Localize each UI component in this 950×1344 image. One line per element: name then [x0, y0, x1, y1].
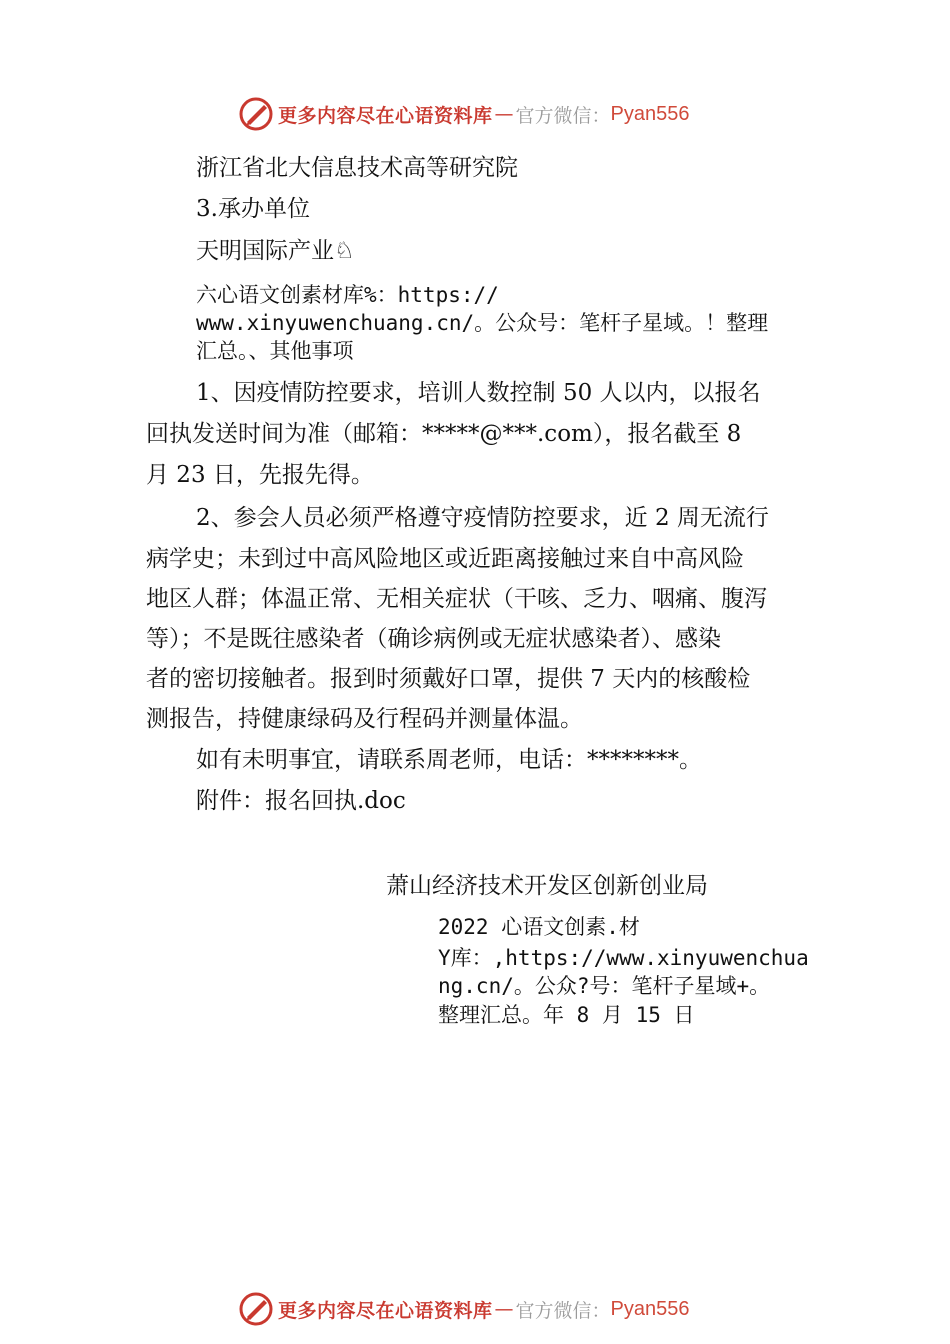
banner-wechat-id: Pyan556: [610, 102, 690, 125]
paragraph-2-line-6: 测报告，持健康绿码及行程码并测量体温。: [146, 706, 583, 732]
watermark-line-1: 六心语文创素材库%：https://: [196, 283, 499, 307]
banner-official-label: 官方微信：: [515, 104, 611, 127]
paragraph-1-line-1: 1、因疫情防控要求，培训人数控制 50 人以内，以报名: [196, 380, 761, 406]
paragraph-2-line-5: 者的密切接触者。报到时须戴好口罩，提供 7 天内的核酸检: [146, 666, 751, 692]
paragraph-2-line-4: 等）；不是既往感染者（确诊病例或无症状感染者）、感染: [146, 626, 721, 652]
watermark-line-3: 汇总。、其他事项: [196, 339, 354, 363]
brand-logo-icon: [238, 96, 274, 132]
paragraph-1-line-2: 回执发送时间为准（邮箱：*****@***.com），报名截至 8: [146, 421, 742, 447]
date-line-4: 整理汇总。年 8 月 15 日: [438, 1003, 695, 1027]
paragraph-2-line-2: 病学史；未到过中高风险地区或近距离接触过来自中高风险: [146, 546, 744, 572]
signer-name: 萧山经济技术开发区创新创业局: [386, 873, 708, 899]
paragraph-2-line-3: 地区人群；体温正常、无相关症状（干咳、乏力、咽痛、腹泻: [146, 586, 767, 612]
section-heading-undertaker: 3.承办单位: [196, 196, 310, 222]
banner-brand-text: 更多内容尽在心语资料库: [278, 104, 493, 127]
banner-brand-text: 更多内容尽在心语资料库: [278, 1299, 493, 1322]
banner-separator: —: [494, 1298, 514, 1320]
footer-banner: [238, 1289, 758, 1329]
date-line-2: Y库：,https://www.xinyuwenchua: [438, 946, 809, 970]
attachment-line: 附件：报名回执.doc: [196, 788, 406, 814]
date-line-1: 2022 心语文创素.材: [438, 915, 640, 939]
header-banner: [238, 94, 758, 134]
banner-wechat-id: Pyan556: [610, 1297, 690, 1320]
banner-separator: —: [494, 103, 514, 125]
date-line-3: ng.cn/。公众?号：笔杆子星域+。: [438, 974, 771, 998]
brand-logo-icon: [238, 1291, 274, 1327]
paragraph-1-line-3: 月 23 日，先报先得。: [146, 462, 374, 488]
banner-official-label: 官方微信：: [515, 1299, 611, 1322]
undertaker-name: 天明国际产业♘: [196, 238, 355, 264]
contact-line: 如有未明事宜，请联系周老师，电话：********。: [196, 747, 702, 773]
watermark-line-2: www.xinyuwenchuang.cn/。公众号：笔杆子星域。！整理: [196, 311, 769, 335]
paragraph-2-line-1: 2、参会人员必须严格遵守疫情防控要求，近 2 周无流行: [196, 505, 769, 531]
organizer-name: 浙江省北大信息技术高等研究院: [196, 155, 518, 181]
